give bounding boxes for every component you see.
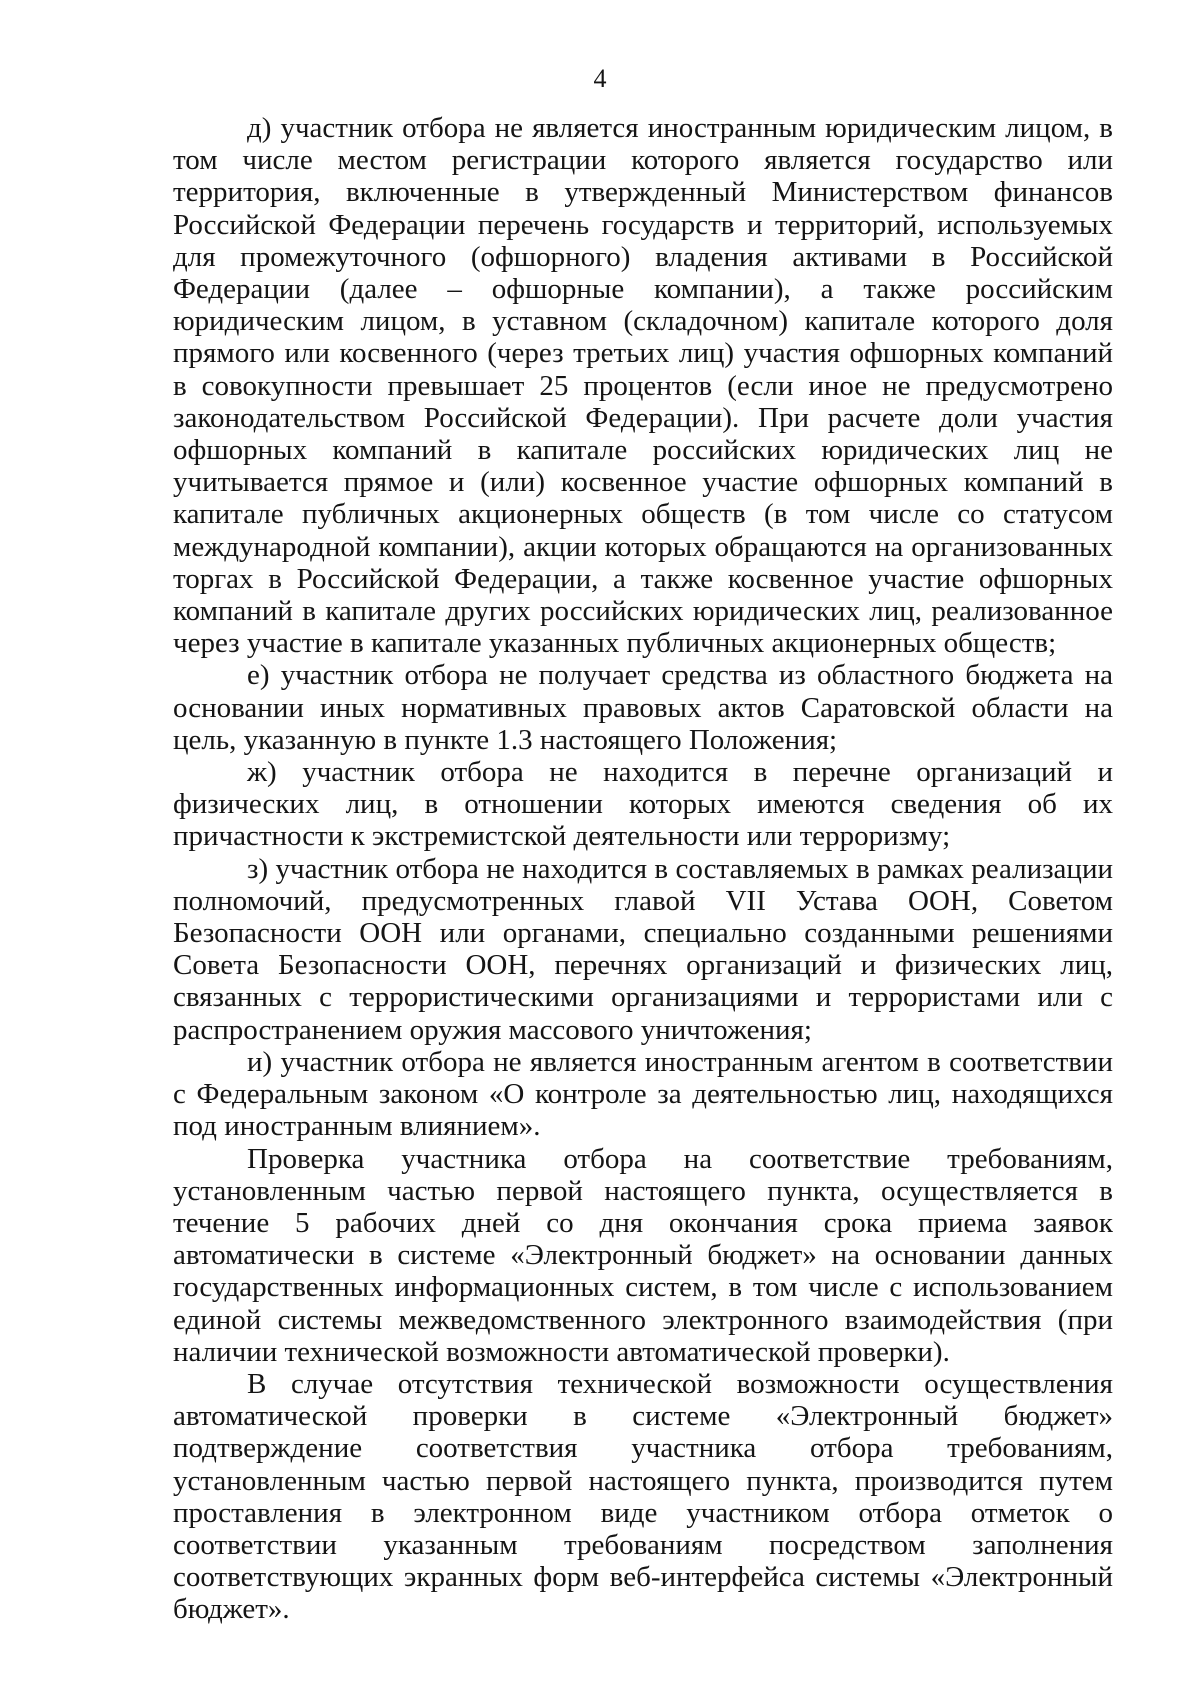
paragraph-z: з) участник отбора не находится в составляемых в рамках реализации полномочий, предусмотренных главой VII Устава ООН, Советом Безопасности ООН или органами, специально созданными решениями Совета Безопасности ООН, перечнях организаций и физических лиц, связанных с террористическими организациями и террористами или с распространением оружия массового уничтожения; bbox=[173, 852, 1113, 1046]
page-number: 4 bbox=[593, 64, 607, 93]
document-body bbox=[173, 112, 1113, 1626]
paragraph-d: д) участник отбора не является иностранным юридическим лицом, в том числе местом регистрации которого является государство или территория, включенные в утвержденный Министерством финансов Российской Федерации перечень государств и территорий, используемых для промежуточного (офшорного) владения активами в Российской Федерации (далее – офшорные компании), а также российским юридическим лицом, в уставном (складочном) капитале которого доля прямого или косвенного (через третьих лиц) участия офшорных компаний в совокупности превышает 25 процентов (если иное не предусмотрено законодательством Российской Федерации). При расчете доли участия офшорных компаний в капитале российских юридических лиц не учитывается прямое и (или) косвенное участие офшорных компаний в капитале публичных акционерных обществ (в том числе со статусом международной компании), акции которых обращаются на организованных торгах в Российской Федерации, а также косвенное участие офшорных компаний в капитале других российских юридических лиц, реализованное через участие в капитале указанных публичных акционерных обществ; bbox=[173, 112, 1113, 660]
paragraph-zh: ж) участник отбора не находится в перечне организаций и физических лиц, в отношении которых имеются сведения об их причастности к экстремистской деятельности или терроризму; bbox=[173, 756, 1113, 853]
paragraph-i: и) участник отбора не является иностранным агентом в соответствии с Федеральным законом «О контроле за деятельностью лиц, находящихся под иностранным влиянием». bbox=[173, 1045, 1113, 1143]
paragraph-verification: Проверка участника отбора на соответствие требованиям, установленным частью первой настоящего пункта, осуществляется в течение 5 рабочих дней со дня окончания срока приема заявок автоматически в системе «Электронный бюджет» на основании данных государственных информационных систем, в том числе с использованием единой системы межведомственного электронного взаимодействия (при наличии технической возможности автоматической проверки). bbox=[173, 1142, 1113, 1368]
paragraph-e: е) участник отбора не получает средства из областного бюджета на основании иных нормативных правовых актов Саратовской области на цель, указанную в пункте 1.3 настоящего Положения; bbox=[173, 659, 1113, 756]
paragraph-manual-confirmation: В случае отсутствия технической возможности осуществления автоматической проверки в системе «Электронный бюджет» подтверждение соответствия участника отбора требованиям, установленным частью первой настоящего пункта, производится путем проставления в электронном виде участником отбора отметок о соответствии указанным требованиям посредством заполнения соответствующих экранных форм веб-интерфейса системы «Электронный бюджет». bbox=[173, 1367, 1113, 1626]
